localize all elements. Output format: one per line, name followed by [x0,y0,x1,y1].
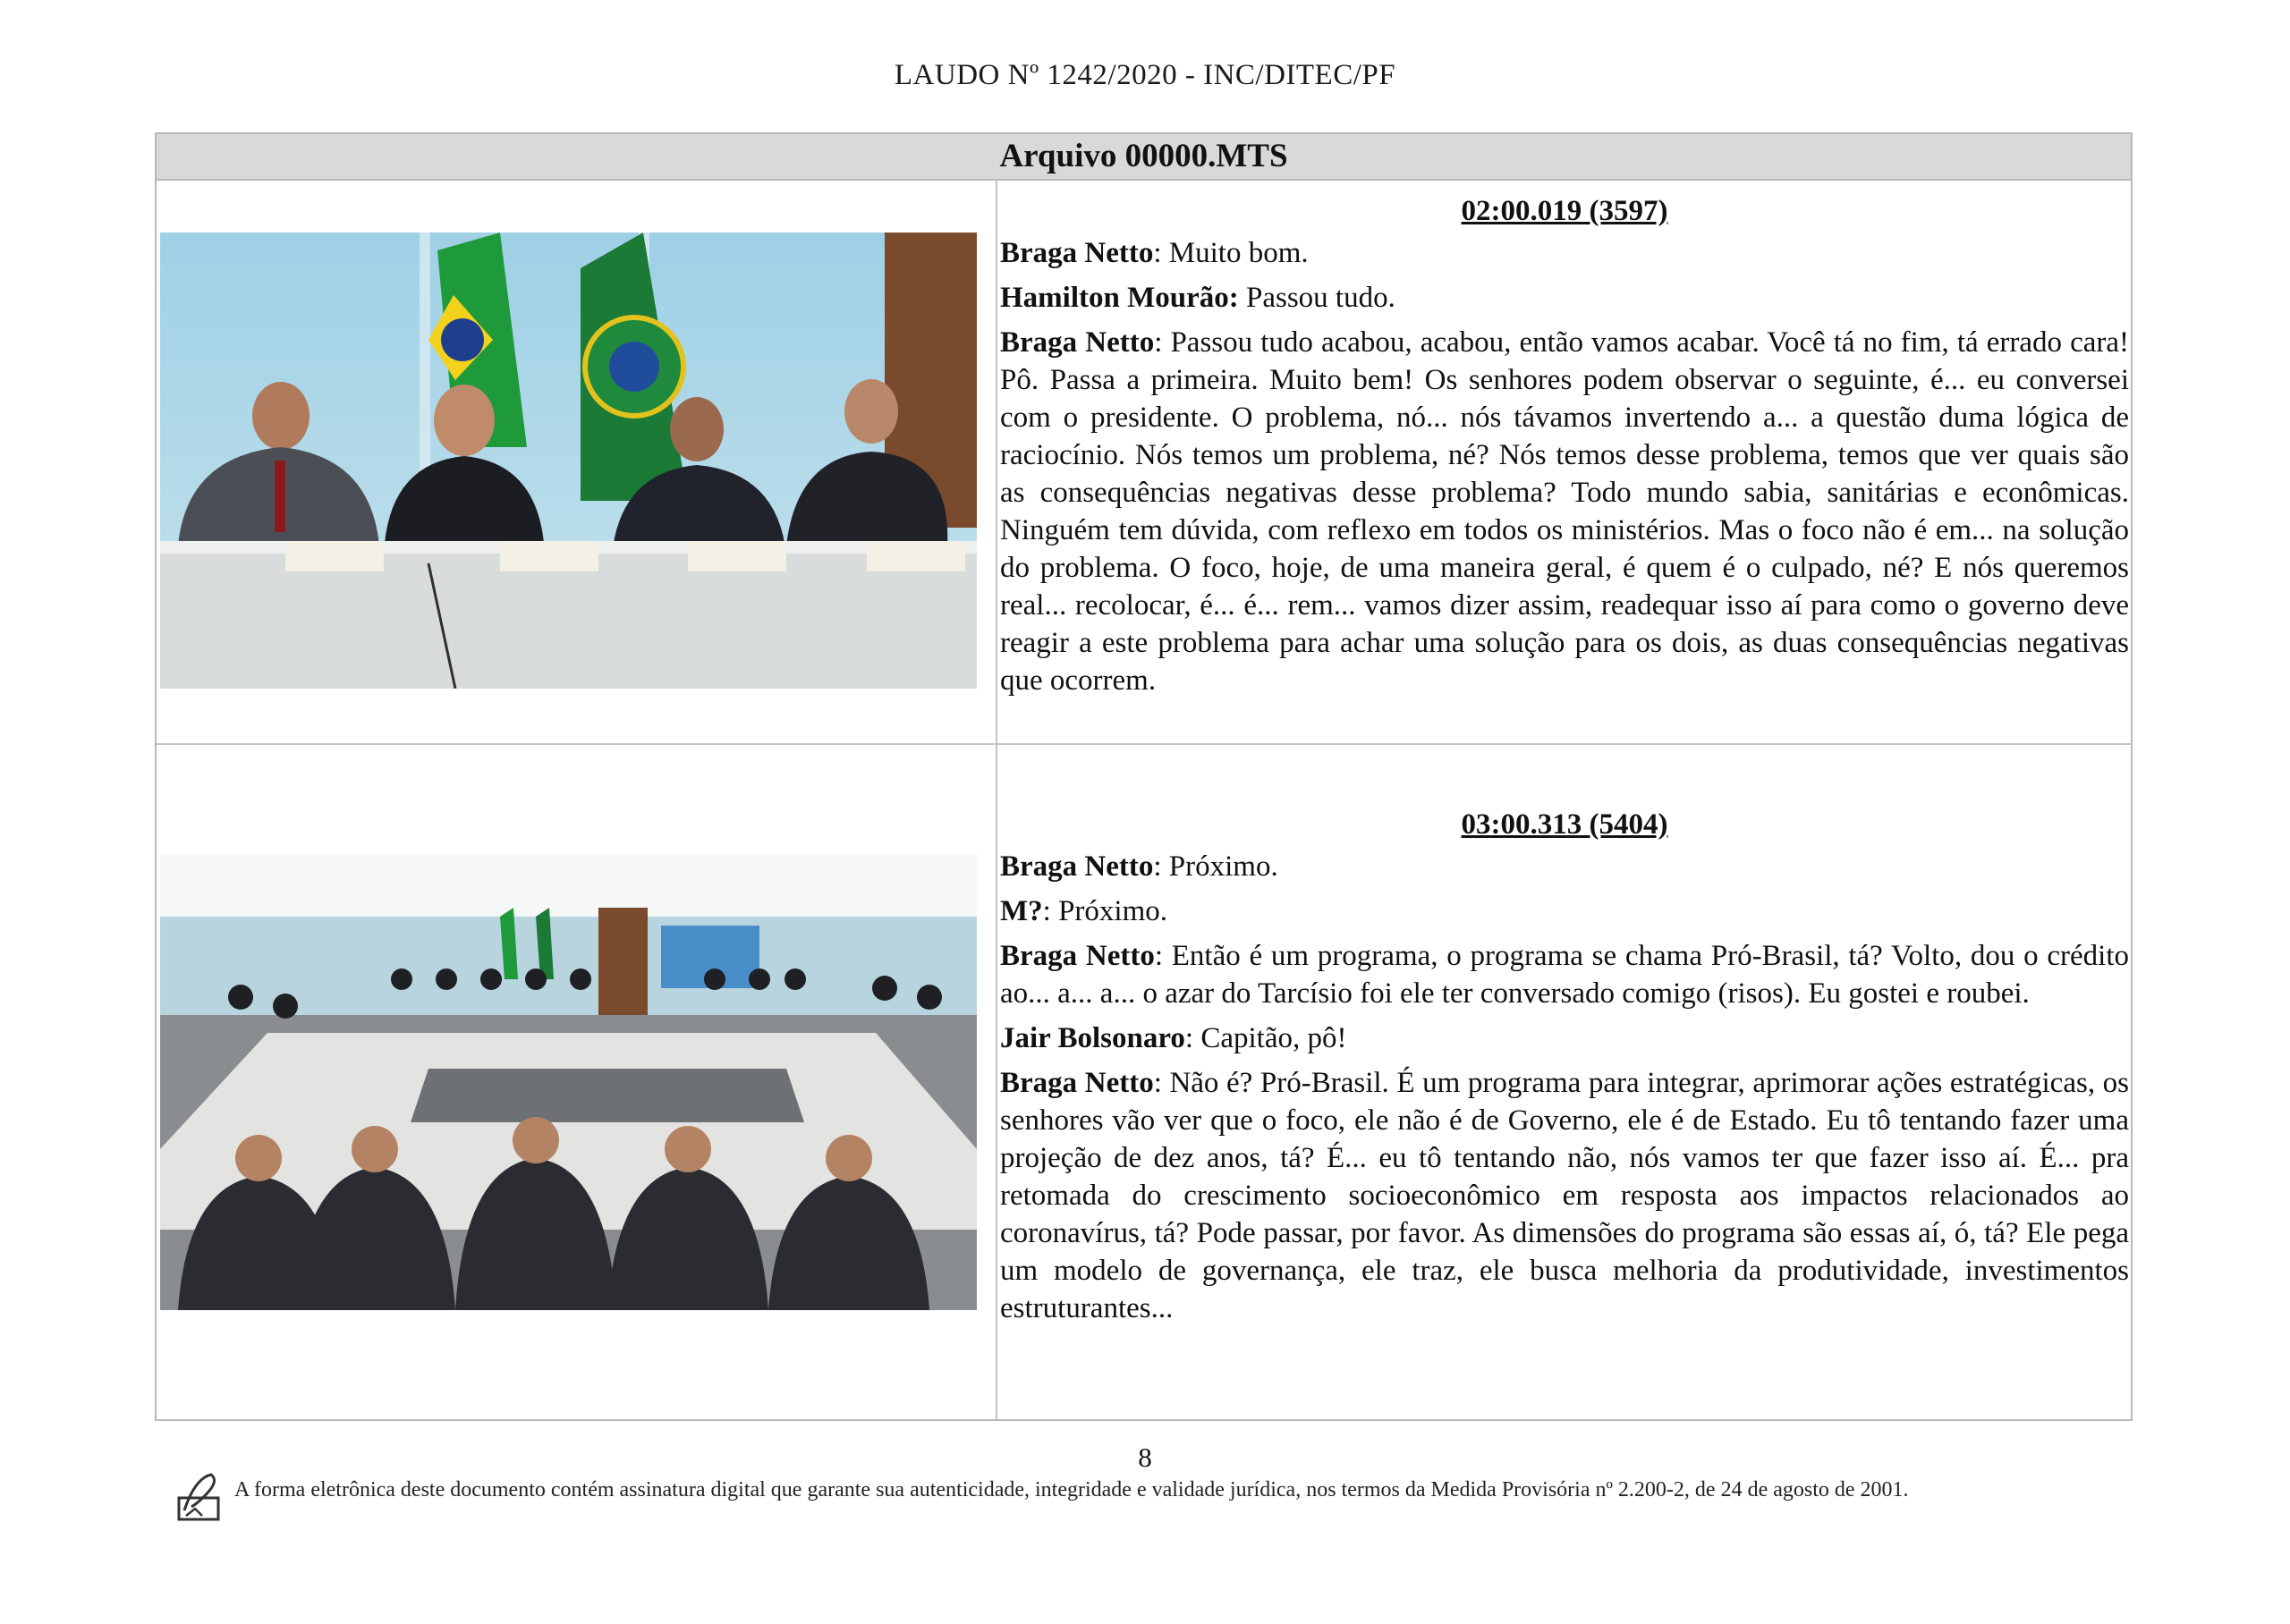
dialogue-line [1000,1064,2129,1327]
dialogue-text: : Capitão, pô! [1184,1022,1347,1054]
meeting-room-wide-photo [160,854,977,1310]
row-divider [157,743,2131,745]
speaker-name: Jair Bolsonaro [1000,1022,1185,1054]
column-divider [996,179,997,1419]
speaker-name: Braga Netto [1000,1067,1154,1099]
transcript-table [155,132,2133,1421]
speaker-name: Braga Netto [1000,237,1154,269]
file-title: Arquivo 00000.MTS [157,134,2131,181]
transcript-segment-2 [1000,807,2129,1334]
speaker-name: Braga Netto [1000,326,1155,359]
dialogue-line [1000,1019,2129,1057]
speaker-name: Braga Netto [1000,940,1155,972]
transcript-segment-1 [1000,193,2129,706]
speaker-name: M? [1000,895,1043,927]
report-header: LAUDO Nº 1242/2020 - INC/DITEC/PF [894,59,1396,91]
speaker-name: Braga Netto [1000,850,1154,883]
page-number: 8 [1138,1442,1152,1473]
dialogue-text: Passou tudo. [1238,282,1395,314]
dialogue-text: : Próximo. [1153,850,1278,883]
dialogue-text: : Não é? Pró-Brasil. É um programa para integrar, aprimorar ações estratégicas, os senhores vão ver que o foco, ele não é de Governo, ele é de Estado. Eu tô tentando fazer uma projeção de dez anos, tá? É... eu tô tentando não, nós vamos ter que fazer isso aí. É... pra retomada do crescimento socioeconômico em resposta aos impactos relacionados ao coronavírus, tá? Pode passar, por favor. As dimensões do programa são essas aí, ó, tá? Ele pega um modelo de governança, ele traz, ele busca melhoria da produtividade, investimentos estruturantes... [1000,1067,2129,1324]
meeting-head-table-photo [160,233,977,689]
dialogue-line [1000,324,2129,699]
dialogue-line [1000,892,2129,930]
speaker-name: Hamilton Mourão: [1000,282,1239,314]
timestamp: 03:00.313 (5404) [1461,808,1668,841]
legal-notice: A forma eletrônica deste documento contém assinatura digital que garante sua autenticidade, integridade e validade jurídica, nos termos da Medida Provisória nº 2.200-2, de 24 de agosto de 2001. [234,1478,1909,1501]
dialogue-line [1000,848,2129,885]
dialogue-text: : Passou tudo acabou, acabou, então vamos acabar. Você tá no fim, tá errado cara! Pô. Passa a primeira. Muito bem! Os senhores podem observar o seguinte, é... eu conversei com o presidente. O problema, nó... nós távamos invertendo a... a questão duma lógica de raciocínio. Nós temos um problema, né? Nós temos desse problema, temos que ver quais são as consequências negativas desse problema? Todo mundo sabia, sanitárias e econômicas. Ninguém tem dúvida, com reflexo em todos os ministérios. Mas o foco não é em... na solução do problema. O foco, hoje, de uma maneira geral, é quem é o culpado, né? E nós queremos real... recolocar, é... é... rem... vamos dizer assim, readequar isso aí para como o governo deve reagir a este problema para achar uma solução para os dois, as duas consequências negativas que ocorrem. [1000,326,2129,697]
dialogue-text: : Muito bom. [1153,237,1309,269]
dialogue-line [1000,937,2129,1012]
dialogue-text: : Então é um programa, o programa se chama Pró-Brasil, tá? Volto, dou o crédito ao... a... a... o azar do Tarcísio foi ele ter conversado comigo (risos). Eu gostei e roubei. [1000,940,2129,1010]
digital-signature-seal-icon [175,1471,225,1525]
dialogue-text: : Próximo. [1042,895,1168,927]
timestamp: 02:00.019 (3597) [1461,195,1668,227]
dialogue-line [1000,279,2129,317]
dialogue-line [1000,234,2129,272]
